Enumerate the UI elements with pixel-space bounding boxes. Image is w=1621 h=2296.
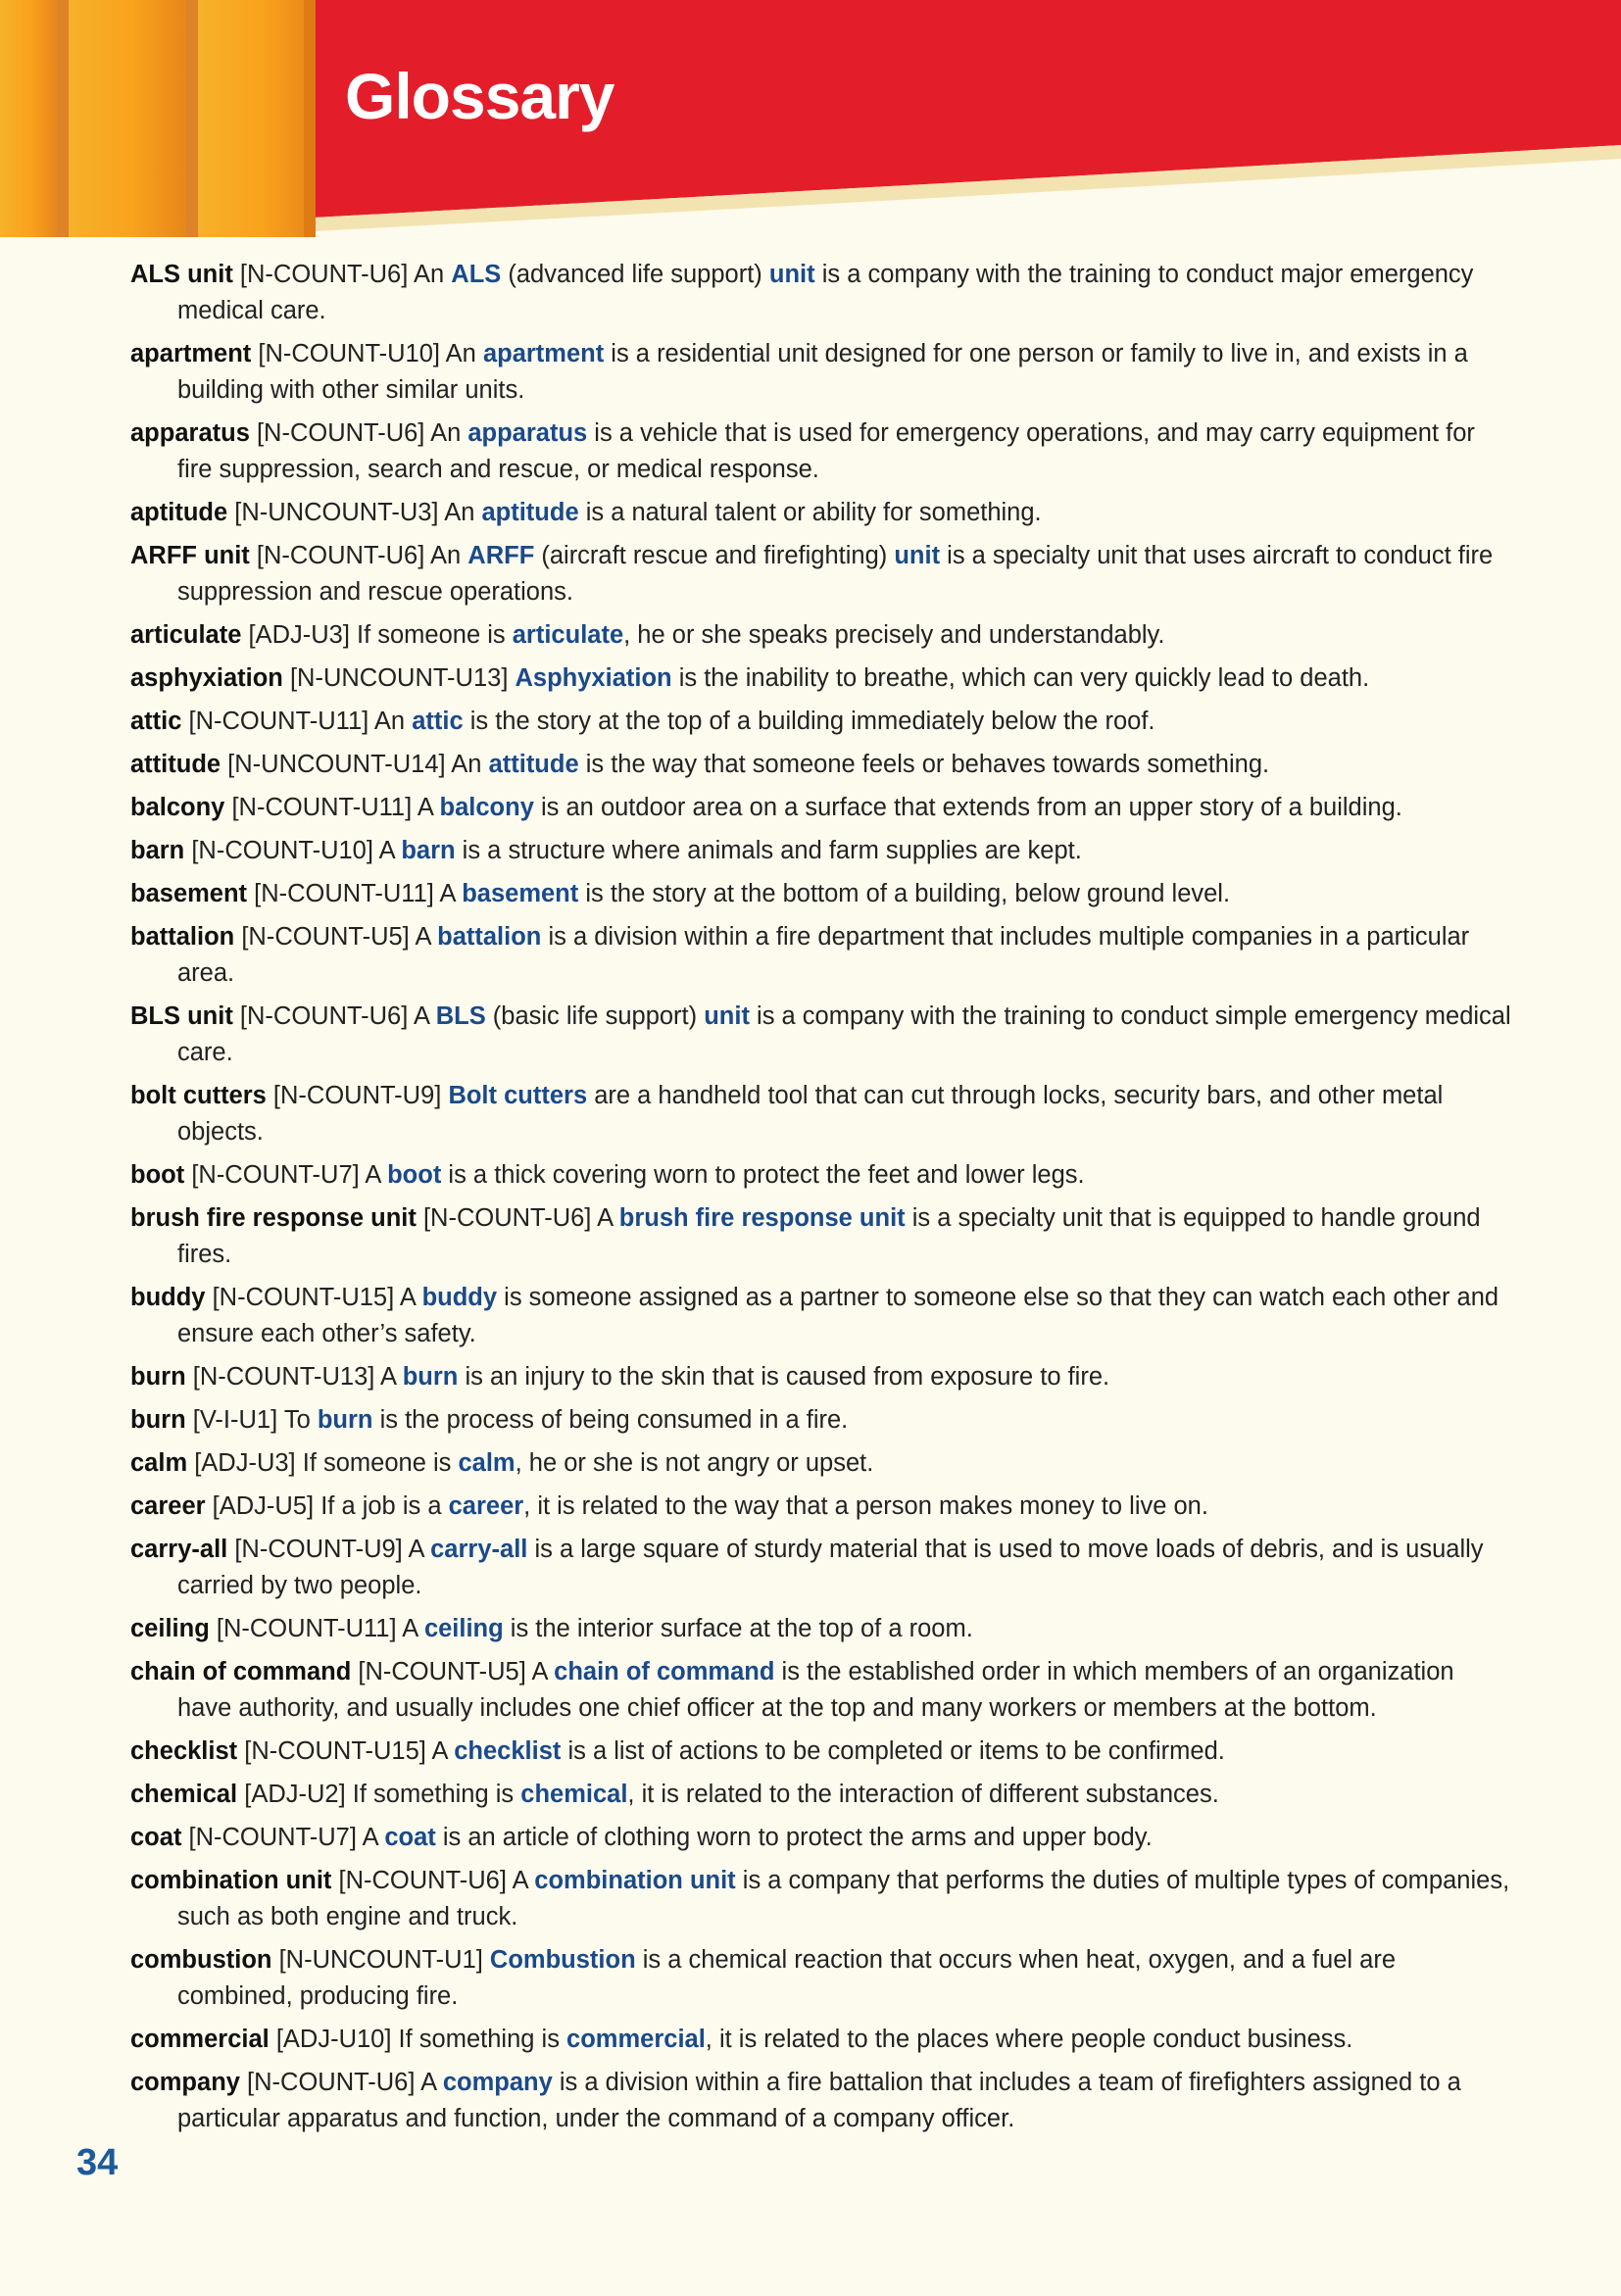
entry-highlighted-term: attitude [488, 751, 579, 778]
glossary-entry [130, 2022, 1512, 2058]
entry-highlighted-term: boot [387, 1161, 442, 1189]
entry-term: BLS unit [130, 1002, 233, 1030]
entry-highlighted-term: unit [768, 261, 815, 288]
entry-term: balcony [130, 794, 225, 821]
entry-highlighted-term: ARFF [467, 542, 535, 569]
entry-definition-text: is the way that someone feels or behaves towards something. [578, 751, 1270, 778]
entry-definition-text: is a chemical reaction that occurs when heat, oxygen, and a fuel are combined, producing fire. [177, 1946, 1397, 2010]
entry-part-of-speech: [N-COUNT-U5] [234, 923, 416, 951]
entry-highlighted-term: BLS [435, 1002, 486, 1030]
glossary-entry [130, 1402, 1512, 1439]
entry-highlighted-term: chain of command [554, 1658, 775, 1685]
entry-definition-text: is a residential unit designed for one person or family to live in, and exists in a building with other similar units. [177, 340, 1468, 404]
glossary-entry [130, 415, 1512, 488]
entry-highlighted-term: battalion [437, 923, 542, 951]
entry-part-of-speech: [ADJ-U3] [187, 1449, 303, 1477]
entry-highlighted-term: company [442, 2069, 553, 2096]
entry-part-of-speech: [N-COUNT-U13] [185, 1363, 381, 1391]
glossary-entry [130, 1532, 1512, 1604]
entry-part-of-speech: [N-UNCOUNT-U13] [282, 664, 516, 692]
entry-definition-text: , it is related to the interaction of different substances. [627, 1781, 1219, 1808]
entry-part-of-speech: [N-COUNT-U11] [209, 1615, 403, 1642]
entry-definition-text: is the inability to breathe, which can very quickly lead to death. [671, 664, 1370, 692]
entry-term: battalion [130, 923, 235, 951]
entry-part-of-speech: [N-COUNT-U9] [266, 1082, 449, 1109]
entry-part-of-speech: [ADJ-U5] [205, 1492, 321, 1520]
entry-part-of-speech: [N-COUNT-U9] [227, 1536, 409, 1563]
glossary-entry [130, 1820, 1512, 1856]
entry-definition-text: , he or she speaks precisely and understandably. [623, 621, 1165, 649]
entry-part-of-speech: [N-COUNT-U6] [232, 261, 415, 288]
entry-term: aptitude [130, 499, 228, 526]
orange-tab-1 [0, 0, 57, 237]
entry-definition-text: is a large square of sturdy material that is used to move loads of debris, and is usually carried by two people. [177, 1536, 1484, 1599]
entry-part-of-speech: [N-COUNT-U6] [249, 542, 430, 569]
entry-definition-text: is the story at the top of a building immediately below the roof. [463, 708, 1155, 735]
entry-definition-text: A [378, 837, 402, 864]
page-number: 34 [76, 2142, 119, 2183]
glossary-entry [130, 1654, 1512, 1727]
glossary-entry [130, 876, 1512, 912]
entry-highlighted-term: checklist [454, 1737, 562, 1765]
entry-definition-text: , it is related to the places where people conduct business. [705, 2026, 1353, 2053]
entry-definition-text: A [420, 2069, 443, 2096]
entry-highlighted-term: career [448, 1492, 524, 1520]
entry-definition-text: is a natural talent or ability for something. [578, 499, 1042, 526]
entry-definition-text: is a specialty unit that uses aircraft to conduct fire suppression and rescue operations. [177, 542, 1494, 606]
entry-definition-text: If a job is a [320, 1492, 449, 1520]
entry-part-of-speech: [N-COUNT-U11] [224, 794, 418, 821]
entry-definition-text: is a list of actions to be completed or items to be confirmed. [561, 1737, 1225, 1765]
glossary-entry [130, 1734, 1512, 1770]
entry-highlighted-term: Asphyxiation [515, 664, 672, 692]
entry-highlighted-term: coat [384, 1824, 436, 1851]
entry-definition-text: are a handheld tool that can cut through locks, security bars, and other metal objects. [177, 1082, 1444, 1146]
entry-definition-text: is a company with the training to conduct simple emergency medical care. [177, 1002, 1511, 1066]
entry-part-of-speech: [N-COUNT-U7] [184, 1161, 366, 1189]
entry-definition-text: is the story at the bottom of a building, below ground level. [578, 880, 1231, 907]
entry-part-of-speech: [N-COUNT-U6] [416, 1204, 598, 1232]
entry-part-of-speech: [N-COUNT-U15] [237, 1737, 432, 1765]
entry-term: barn [130, 837, 185, 864]
entry-term: commercial [130, 2026, 270, 2053]
entry-highlighted-term: attic [412, 708, 464, 735]
entry-part-of-speech: [N-COUNT-U11] [181, 708, 374, 735]
glossary-entry [130, 257, 1512, 329]
entry-part-of-speech: [N-COUNT-U11] [247, 880, 440, 907]
entry-term: brush fire response unit [130, 1204, 417, 1232]
entry-highlighted-term: basement [462, 880, 579, 907]
entry-term: career [130, 1492, 206, 1520]
entry-term: burn [130, 1363, 186, 1391]
entry-definition-text: A [415, 923, 438, 951]
entry-definition-text: is a specialty unit that is equipped to handle ground fires. [177, 1204, 1481, 1268]
entry-part-of-speech: [N-COUNT-U6] [232, 1002, 415, 1030]
entry-highlighted-term: carry-all [430, 1536, 528, 1563]
page-title: Glossary [345, 60, 614, 132]
entry-part-of-speech: [N-UNCOUNT-U14] [221, 751, 452, 778]
entry-term: apartment [130, 340, 252, 367]
entry-term: ceiling [130, 1615, 210, 1642]
entry-definition-text: If someone is [302, 1449, 459, 1477]
entry-part-of-speech: [N-COUNT-U7] [181, 1824, 363, 1851]
entry-term: burn [130, 1406, 186, 1434]
glossary-entry [130, 538, 1512, 611]
glossary-entry [130, 919, 1512, 992]
entry-definition-text: is a structure where animals and farm supplies are kept. [455, 837, 1082, 864]
entry-definition-text: is an injury to the skin that is caused from exposure to fire. [458, 1363, 1110, 1391]
glossary-entry [130, 704, 1512, 740]
entry-definition-text: is someone assigned as a partner to someone else so that they can watch each other and ensure each other’s safety. [177, 1284, 1499, 1347]
entry-definition-text: An [430, 419, 468, 447]
entry-highlighted-term: brush fire response unit [618, 1204, 906, 1232]
entry-highlighted-term: chemical [520, 1781, 628, 1808]
entry-term: coat [130, 1824, 182, 1851]
entry-term: ALS unit [130, 261, 233, 288]
entry-definition-text: is a company that performs the duties of multiple types of companies, such as both engine and truck. [177, 1867, 1510, 1930]
entry-highlighted-term: apparatus [467, 419, 588, 447]
entry-definition-text: An [445, 340, 483, 367]
entry-part-of-speech: [N-COUNT-U6] [331, 1867, 513, 1894]
entry-definition-text: , he or she is not angry or upset. [515, 1449, 874, 1477]
orange-tab-3 [198, 0, 316, 237]
entry-definition-text: (advanced life support) [501, 261, 769, 288]
entry-definition-text: If something is [398, 2026, 567, 2053]
entry-definition-text: A [414, 1002, 436, 1030]
entry-definition-text: is a division within a fire department that includes multiple companies in a particular area. [177, 923, 1470, 987]
entry-definition-text: A [597, 1204, 619, 1232]
entry-definition-text: (aircraft rescue and firefighting) [534, 542, 895, 569]
entry-definition-text: A [417, 794, 440, 821]
entry-definition-text: is a division within a fire battalion that includes a team of firefighters assigned to a particular apparatus and function, under the command of a company officer. [177, 2069, 1461, 2132]
glossary-entry [130, 1611, 1512, 1647]
entry-definition-text: (basic life support) [485, 1002, 705, 1030]
glossary-entry [130, 1942, 1512, 2015]
glossary-entry [130, 617, 1512, 654]
glossary-entry [130, 1777, 1512, 1813]
entry-definition-text: A [431, 1737, 455, 1765]
entry-definition-text: , it is related to the way that a person makes money to live on. [523, 1492, 1208, 1520]
glossary-entry [130, 790, 1512, 826]
entry-term: asphyxiation [130, 664, 283, 692]
entry-definition-text: An [444, 499, 482, 526]
entry-term: chain of command [130, 1658, 352, 1685]
glossary-entry [130, 1489, 1512, 1525]
glossary-entry [130, 660, 1512, 697]
glossary-entry [130, 999, 1512, 1071]
entry-definition-text: A [399, 1284, 422, 1311]
entry-definition-text: A [531, 1658, 555, 1685]
entry-term: boot [130, 1161, 185, 1189]
entry-term: calm [130, 1449, 188, 1477]
entry-definition-text: An [373, 708, 413, 735]
entry-part-of-speech: [V-I-U1] [185, 1406, 284, 1434]
entry-term: basement [130, 880, 248, 907]
entry-part-of-speech: [N-COUNT-U15] [205, 1284, 400, 1311]
glossary-entry [130, 1359, 1512, 1395]
entry-definition-text: A [365, 1161, 388, 1189]
entry-definition-text: is the process of being consumed in a fire. [372, 1406, 849, 1434]
entry-definition-text: A [439, 880, 463, 907]
glossary-entry [130, 1445, 1512, 1482]
entry-highlighted-term: unit [894, 542, 941, 569]
entry-highlighted-term: barn [401, 837, 456, 864]
entry-definition-text: If someone is [357, 621, 513, 649]
entry-term: combustion [130, 1946, 272, 1974]
entry-definition-text: is a vehicle that is used for emergency operations, and may carry equipment for fire suppression, search and rescue, or medical response. [177, 419, 1475, 483]
entry-highlighted-term: combination unit [534, 1867, 736, 1894]
entry-part-of-speech: [N-UNCOUNT-U3] [227, 499, 445, 526]
entry-definition-text: An [430, 542, 468, 569]
entry-highlighted-term: burn [402, 1363, 459, 1391]
entry-highlighted-term: ALS [451, 261, 502, 288]
entry-highlighted-term: apartment [482, 340, 605, 367]
entry-term: carry-all [130, 1536, 228, 1563]
glossary-entry [130, 833, 1512, 869]
entry-term: ARFF unit [130, 542, 250, 569]
entry-definition-text: An [414, 261, 452, 288]
entry-highlighted-term: ceiling [423, 1615, 504, 1642]
glossary-list [130, 257, 1512, 2144]
entry-part-of-speech: [ADJ-U2] [237, 1781, 353, 1808]
entry-part-of-speech: [ADJ-U3] [241, 621, 357, 649]
glossary-entry [130, 1157, 1512, 1194]
entry-definition-text: A [402, 1615, 424, 1642]
entry-term: company [130, 2069, 240, 2096]
glossary-entry [130, 1863, 1512, 1935]
entry-term: attic [130, 708, 182, 735]
entry-highlighted-term: Combustion [489, 1946, 636, 1974]
entry-highlighted-term: balcony [439, 794, 534, 821]
entry-part-of-speech: [N-COUNT-U10] [184, 837, 379, 864]
entry-term: articulate [130, 621, 242, 649]
entry-term: bolt cutters [130, 1082, 267, 1109]
entry-term: attitude [130, 751, 221, 778]
entry-part-of-speech: [N-COUNT-U5] [351, 1658, 532, 1685]
entry-part-of-speech: [N-COUNT-U10] [251, 340, 446, 367]
entry-highlighted-term: aptitude [481, 499, 579, 526]
glossary-entry [130, 2065, 1512, 2137]
entry-term: buddy [130, 1284, 206, 1311]
entry-part-of-speech: [ADJ-U10] [269, 2026, 399, 2053]
entry-term: apparatus [130, 419, 250, 447]
glossary-entry [130, 495, 1512, 531]
entry-definition-text: is the established order in which members of an organization have authority, and usually includes one chief officer at the top and many workers or members at the bottom. [177, 1658, 1454, 1722]
glossary-entry [130, 1078, 1512, 1150]
banner-graphic [0, 0, 1621, 240]
entry-definition-text: is an article of clothing worn to protect the arms and upper body. [435, 1824, 1153, 1851]
entry-part-of-speech: [N-UNCOUNT-U1] [271, 1946, 490, 1974]
entry-highlighted-term: buddy [421, 1284, 498, 1311]
entry-definition-text: An [451, 751, 489, 778]
entry-highlighted-term: calm [458, 1449, 516, 1477]
entry-part-of-speech: [N-COUNT-U6] [249, 419, 431, 447]
entry-definition-text: A [408, 1536, 431, 1563]
orange-tab-2 [69, 0, 186, 237]
entry-definition-text: is a company with the training to conduct major emergency medical care. [177, 261, 1474, 324]
glossary-entry [130, 1280, 1512, 1352]
entry-highlighted-term: Bolt cutters [448, 1082, 588, 1109]
entry-definition-text: is the interior surface at the top of a room. [503, 1615, 973, 1642]
entry-definition-text: A [512, 1867, 535, 1894]
entry-term: checklist [130, 1737, 238, 1765]
glossary-entry [130, 747, 1512, 783]
entry-definition-text: A [380, 1363, 403, 1391]
entry-highlighted-term: commercial [566, 2026, 706, 2053]
entry-definition-text: If something is [352, 1781, 521, 1808]
entry-definition-text: is a thick covering worn to protect the feet and lower legs. [441, 1161, 1085, 1189]
entry-part-of-speech: [N-COUNT-U6] [239, 2069, 421, 2096]
header-banner [0, 0, 1621, 240]
glossary-entry [130, 336, 1512, 409]
entry-term: chemical [130, 1781, 238, 1808]
entry-definition-text: is an outdoor area on a surface that extends from an upper story of a building. [533, 794, 1402, 821]
entry-term: combination unit [130, 1867, 332, 1894]
entry-definition-text: To [283, 1406, 318, 1434]
entry-definition-text: A [362, 1824, 385, 1851]
entry-highlighted-term: burn [317, 1406, 373, 1434]
glossary-entry [130, 1200, 1512, 1273]
entry-highlighted-term: unit [704, 1002, 750, 1030]
entry-highlighted-term: articulate [512, 621, 624, 649]
